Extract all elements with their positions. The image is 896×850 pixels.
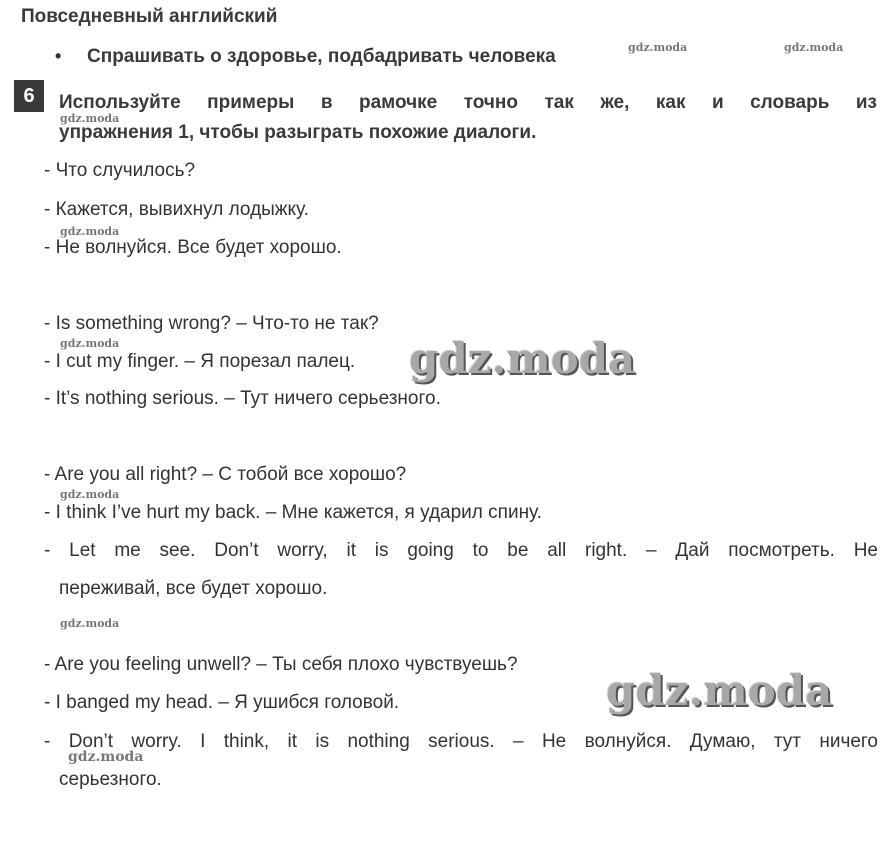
dialogue2-line2: - I cut my finger. – Я порезал палец. xyxy=(44,351,356,372)
watermark: gdz.moda xyxy=(60,488,120,501)
exercise-number-badge xyxy=(14,80,44,112)
watermark: gdz.moda xyxy=(628,41,688,54)
topic-bullet-text: Спрашивать о здоровье, подбадривать человека xyxy=(87,46,556,67)
dialogue4-line3-continued: серьезного. xyxy=(59,769,162,790)
bullet-icon: • xyxy=(55,46,62,66)
instruction-line-2: упражнения 1, чтобы разыграть похожие диалоги. xyxy=(59,122,537,143)
exercise-number: 6 xyxy=(23,84,35,107)
dialogue2-line3: - It’s nothing serious. – Тут ничего серьезного. xyxy=(44,388,441,409)
section-title: Повседневный английский xyxy=(21,6,278,27)
dialogue4-line2: - I banged my head. – Я ушибся головой. xyxy=(44,692,400,713)
dialogue4-line1: - Are you feeling unwell? – Ты себя плохо чувствуешь? xyxy=(44,654,518,675)
watermark: gdz.moda xyxy=(68,749,144,765)
dialogue3-line2: - I think I’ve hurt my back. – Мне кажется, я ударил спину. xyxy=(44,502,542,523)
exercise-instruction xyxy=(59,84,877,152)
watermark: gdz.moda xyxy=(60,225,120,238)
dialogue1-line3: - Не волнуйся. Все будет хорошо. xyxy=(44,237,342,258)
watermark: gdz.moda xyxy=(60,337,120,350)
watermark: gdz.moda xyxy=(784,41,844,54)
dialogue3-line1: - Are you all right? – С тобой все хорошо? xyxy=(44,464,407,485)
watermark: gdz.moda xyxy=(60,112,120,125)
dialogue1-line1: - Что случилось? xyxy=(44,160,196,181)
dialogue1-line2: - Кажется, вывихнул лодыжку. xyxy=(44,199,309,220)
watermark-large: gdz.moda xyxy=(409,334,636,383)
dialogue2-line1: - Is something wrong? – Что-то не так? xyxy=(44,313,379,334)
watermark: gdz.moda xyxy=(60,617,120,630)
watermark-large: gdz.moda xyxy=(606,666,833,715)
instruction-line-1: Используйте примеры в рамочке точно так же, как и словарь из xyxy=(59,92,877,113)
dialogue3-line3: - Let me see. Don’t worry, it is going to be all right. – Дай посмотреть. Не xyxy=(44,540,878,561)
dialogue4-line3: - Don’t worry. I think, it is nothing serious. – Не волнуйся. Думаю, тут ничего xyxy=(44,731,878,752)
dialogue3-line3-continued: переживай, все будет хорошо. xyxy=(59,578,328,599)
